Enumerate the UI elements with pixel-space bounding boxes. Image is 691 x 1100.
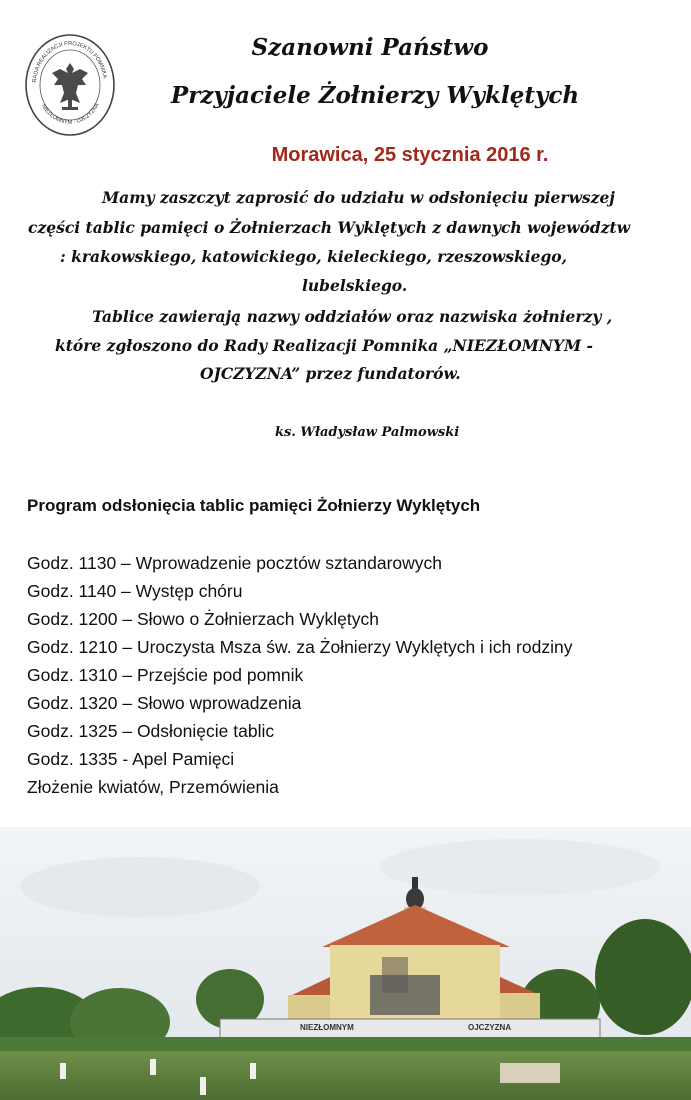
program-item: Godz. 1310 – Przejście pod pomnik <box>27 665 304 685</box>
lawn <box>0 1051 691 1100</box>
emblem-logo <box>24 33 116 137</box>
program-item: Godz. 1130 – Wprowadzenie pocztów sztandarowych <box>27 553 443 573</box>
letter-line: części tablic pamięci o Żołnierzach Wyklętych z dawnych województw <box>28 218 631 237</box>
program-item: Godz. 1320 – Słowo wprowadzenia <box>27 693 302 713</box>
program-item: Godz. 1325 – Odsłonięcie tablic <box>27 721 275 741</box>
letter-line: Mamy zaszczyt zaprosić do udziału w odsłonięciu pierwszej <box>102 188 615 207</box>
monument-banner-left: NIEZŁOMNYM <box>300 1023 354 1032</box>
flower-bed <box>500 1063 560 1083</box>
letter-line: Tablice zawierają nazwy oddziałów oraz nazwiska żołnierzy , <box>92 307 613 326</box>
program-item: Godz. 1335 - Apel Pamięci <box>27 749 235 769</box>
program-item: Złożenie kwiatów, Przemówienia <box>27 777 279 797</box>
letter-line: : krakowskiego, katowickiego, kieleckiego, rzeszowskiego, <box>60 247 568 266</box>
program-item: Godz. 1140 – Występ chóru <box>27 581 243 601</box>
hedge <box>0 1037 691 1051</box>
program-list <box>27 549 572 801</box>
letter-line: lubelskiego. <box>302 276 408 295</box>
emblem-ring-text-bottom: NIEZŁOMNYM · OJCZYZNA <box>40 102 101 126</box>
emblem-ring-text-top: RADA REALIZACJI PROJEKTU POMNIKA <box>32 40 108 83</box>
program-title: Program odsłonięcia tablic pamięci Żołnierzy Wyklętych <box>27 496 481 515</box>
monument-banner-right: OJCZYZNA <box>468 1023 512 1032</box>
program-item: Godz. 1200 – Słowo o Żołnierzach Wyklętych <box>27 609 379 629</box>
church-photo <box>0 827 691 1100</box>
program-item: Godz. 1210 – Uroczysta Msza św. za Żołnierzy Wyklętych i ich rodziny <box>27 637 573 657</box>
greeting-line-2: Przyjaciele Żołnierzy Wyklętych <box>170 82 580 109</box>
signature: ks. Władysław Palmowski <box>275 425 460 440</box>
letter-line: które zgłoszono do Rady Realizacji Pomnika „NIEZŁOMNYM - <box>55 336 593 355</box>
greeting-line-1: Szanowni Państwo <box>251 34 489 61</box>
letter-line: OJCZYZNA” przez fundatorów. <box>200 364 461 383</box>
dateline: Morawica, 25 stycznia 2016 r. <box>271 144 549 166</box>
